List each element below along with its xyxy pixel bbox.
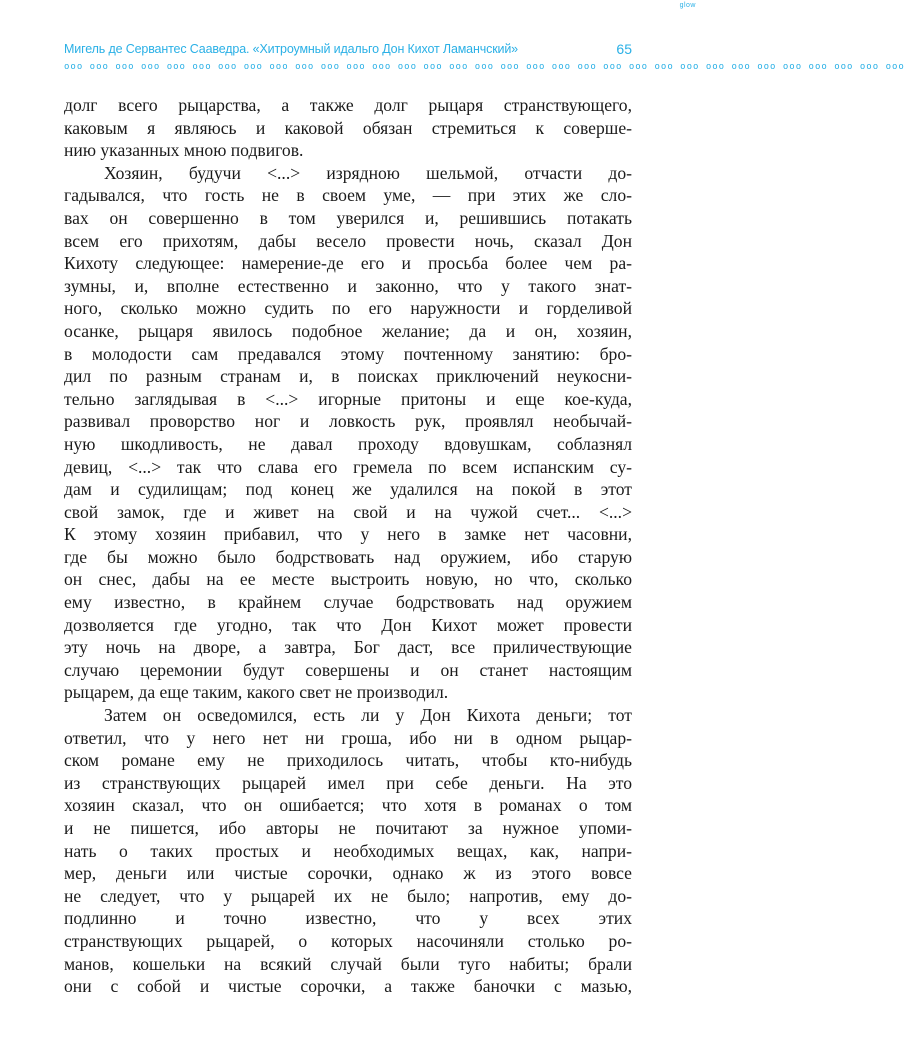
text-line: тельно заглядывая в <...> игорные притоны и еще кое-куда,: [64, 388, 632, 409]
text-line: дозволяется где угодно, так что Дон Кихот может провести: [64, 614, 632, 635]
text-line: рыцарем, да еще таким, какого свет не производил.: [64, 682, 449, 703]
text-line: ного, сколько можно судить по его наружности и горделивой: [64, 298, 632, 319]
text-line: манов, кошельки на всякий случай были туго набиты; брали: [64, 953, 632, 974]
text-line: девиц, <...> так что слава его гремела по всем испанским су-: [64, 456, 632, 477]
text-line: подлинно и точно известно, что у всех этих: [64, 908, 632, 929]
text-line: Кихоту следующее: намерение-де его и просьба более чем ра-: [64, 253, 632, 274]
text-line: свой замок, где и живет на свой и на чужой счет... <...>: [64, 501, 632, 522]
text-line: нию указанных мною подвигов.: [64, 140, 304, 161]
text-line: он снес, дабы на ее месте выстроить новую, но что, сколько: [64, 569, 632, 590]
text-line: дам и судилищам; под конец же удалился на покой в этот: [64, 479, 632, 500]
text-line: гадывался, что гость не в своем уме, — при этих же сло-: [64, 185, 632, 206]
text-line: зумны, и, вполне естественно и законно, что у такого знат-: [64, 275, 632, 296]
text-line: случаю церемонии будут совершены и он станет настоящим: [64, 659, 632, 680]
text-line: ском романе ему не приходилось читать, чтобы кто-нибудь: [64, 750, 632, 771]
text-line: К этому хозяин прибавил, что у него в замке нет часовни,: [64, 524, 632, 545]
text-line: мер, деньги или чистые сорочки, однако ж из этого вовсе: [64, 863, 632, 884]
page-number: 65: [616, 41, 632, 57]
paragraph-start: Затем он осведомился, есть ли у Дон Кихота деньги; тот: [104, 705, 632, 726]
text-line: из странствующих рыцарей имел при себе деньги. На это: [64, 772, 632, 793]
text-line: ответил, что у него нет ни гроша, ибо ни в одном рыцар-: [64, 727, 632, 748]
text-line: ную шкодливость, не давал проходу вдовушкам, соблазнял: [64, 433, 632, 454]
text-line: где бы можно было бодрствовать над оружием, ибо старую: [64, 546, 632, 567]
text-body: [64, 94, 632, 998]
text-line: странствующих рыцарей, о которых насочиняли столько ро-: [64, 930, 632, 951]
text-line: всем его прихотям, дабы весело провести ночь, сказал Дон: [64, 230, 632, 251]
text-line: они с собой и чистые сорочки, а также баночки с мазью,: [64, 976, 632, 997]
decorative-ornament: ooo ooo ooo ooo ooo ooo ooo ooo ooo ooo ooo ooo ooo ooo ooo ooo ooo ooo ooo ooo ooo ooo ooo ooo ooo ooo ooo ooo ooo ooo ooo ooo ooo: [64, 62, 905, 72]
running-head: [64, 40, 632, 58]
text-line: долг всего рыцарства, а также долг рыцаря странствующего,: [64, 95, 632, 115]
text-line: каковым я являюсь и каковой обязан стремиться к соверше-: [64, 117, 632, 138]
text-line: осанке, рыцаря явилось подобное желание; да и он, хозяин,: [64, 320, 632, 341]
text-line: дил по разным странам и, в поисках приключений неукосни-: [64, 366, 632, 387]
text-line: вах он совершенно в том уверился и, решившись потакать: [64, 207, 632, 228]
book-title: Мигель де Сервантес Сааведра. «Хитроумный идальго Дон Кихот Ламанчский»: [64, 42, 518, 56]
text-line: хозяин сказал, что он ошибается; что хотя в романах о том: [64, 795, 632, 816]
text-line: нать о таких простых и необходимых вещах, как, напри-: [64, 840, 632, 861]
text-line: ему известно, в крайнем случае бодрствовать над оружием: [64, 592, 632, 613]
paragraph-start: Хозяин, будучи <...> изрядною шельмой, отчасти до-: [104, 162, 632, 183]
text-line: в молодости сам предавался этому почтенному занятию: бро-: [64, 343, 632, 364]
text-line: эту ночь на дворе, а завтра, Бог даст, все приличествующие: [64, 637, 632, 658]
text-line: и не пишется, ибо авторы не почитают за нужное упоми-: [64, 818, 632, 838]
text-line: развивал проворство ног и ловкость рук, проявлял необычай-: [64, 411, 632, 432]
corner-mark: glow: [679, 2, 696, 9]
text-line: не следует, что у рыцарей их не было; напротив, ему до-: [64, 885, 632, 906]
